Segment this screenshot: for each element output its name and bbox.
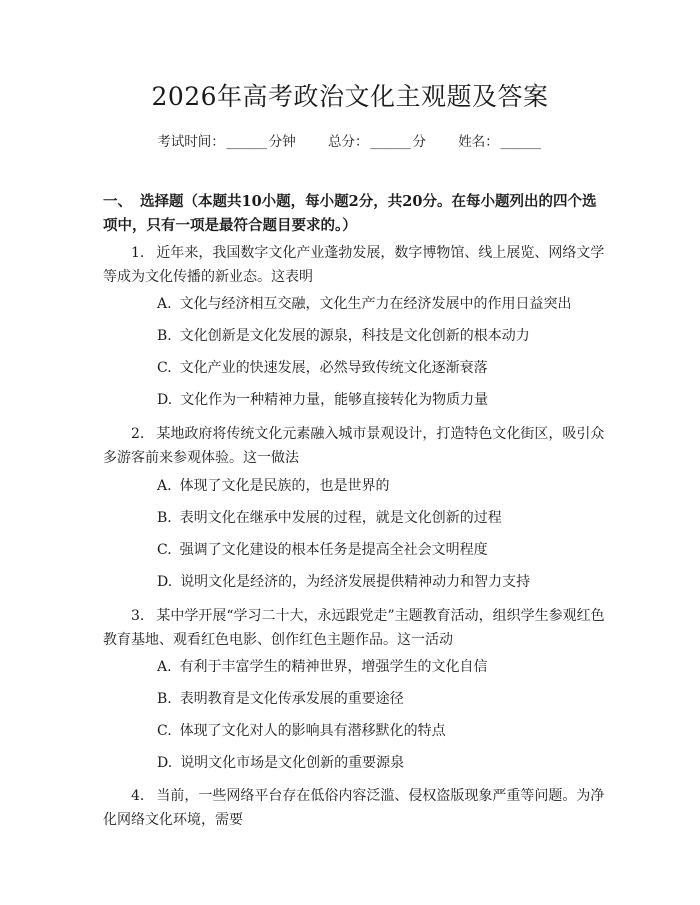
question-text: 某中学开展“学习二十大，永远跟党走”主题教育活动，组织学生参观红色教育基地、观看红色电影、创作红色主题作品。这一活动 <box>103 608 605 648</box>
question-number: 1. <box>131 245 145 261</box>
option-letter: D. <box>157 392 173 408</box>
option-letter: D. <box>157 755 173 771</box>
question-text: 某地政府将传统文化元素融入城市景观设计，打造特色文化街区，吸引众多游客前来参观体验。这一做法 <box>103 426 605 466</box>
time-unit: 分钟 <box>268 134 296 150</box>
score-blank: ______ <box>370 134 411 150</box>
option-c <box>157 358 607 378</box>
option-a <box>157 294 607 314</box>
option-c <box>157 721 607 741</box>
option-text: 文化产业的快速发展，必然导致传统文化逐渐衰落 <box>179 360 488 376</box>
question-stem <box>103 422 608 470</box>
question-stem <box>103 784 608 832</box>
option-letter: A. <box>157 659 172 675</box>
option-text: 说明文化市场是文化创新的重要源泉 <box>180 755 405 771</box>
option-letter: C. <box>157 723 172 739</box>
option-b <box>157 508 607 528</box>
name-field <box>458 134 543 150</box>
section-heading <box>103 190 603 238</box>
option-letter: B. <box>157 510 172 526</box>
option-a <box>157 476 607 496</box>
score-field <box>328 134 426 150</box>
score-label: 总分： <box>328 134 369 150</box>
option-d <box>157 753 607 773</box>
option-a <box>157 657 607 677</box>
section-number: 一、 <box>103 193 132 210</box>
option-text: 表明教育是文化传承发展的重要途径 <box>179 691 404 707</box>
option-d <box>157 572 607 592</box>
option-letter: A. <box>157 478 172 494</box>
option-text: 体现了文化是民族的，也是世界的 <box>179 478 390 494</box>
option-d <box>157 390 607 410</box>
option-letter: C. <box>157 542 172 558</box>
option-text: 文化与经济相互交融，文化生产力在经济发展中的作用日益突出 <box>179 296 572 312</box>
option-text: 有利于丰富学生的精神世界，增强学生的文化自信 <box>179 659 488 675</box>
time-blank: ______ <box>226 134 267 150</box>
exam-meta <box>0 132 700 152</box>
option-c <box>157 540 607 560</box>
time-field <box>157 134 296 150</box>
question-number: 2. <box>131 426 145 442</box>
question-text: 近年来，我国数字文化产业蓬勃发展，数字博物馆、线上展览、网络文学等成为文化传播的新业态。这表明 <box>103 245 605 285</box>
option-text: 表明文化在继承中发展的过程，就是文化创新的过程 <box>179 510 502 526</box>
option-letter: D. <box>157 574 173 590</box>
option-text: 文化作为一种精神力量，能够直接转化为物质力量 <box>180 392 489 408</box>
name-label: 姓名： <box>458 134 499 150</box>
score-unit: 分 <box>412 134 426 150</box>
question-stem <box>103 604 608 652</box>
option-letter: C. <box>157 360 172 376</box>
option-letter: A. <box>157 296 172 312</box>
option-text: 文化创新是文化发展的源泉，科技是文化创新的根本动力 <box>179 328 530 344</box>
time-label: 考试时间： <box>157 134 225 150</box>
option-b <box>157 326 607 346</box>
name-blank: ______ <box>500 134 542 150</box>
question-text: 当前，一些网络平台存在低俗内容泛滥、侵权盗版现象严重等问题。为净化网络文化环境，需要 <box>103 788 605 828</box>
option-text: 说明文化是经济的，为经济发展提供精神动力和智力支持 <box>180 574 531 590</box>
section-text: 选择题（本题共10小题，每小题2分，共20分。在每小题列出的四个选项中，只有一项是最符合题目要求的。） <box>103 193 597 234</box>
page-title: 2026年高考政治文化主观题及答案 <box>151 82 549 111</box>
question-number: 4. <box>131 788 145 804</box>
option-text: 体现了文化对人的影响具有潜移默化的特点 <box>179 723 446 739</box>
option-text: 强调了文化建设的根本任务是提高全社会文明程度 <box>179 542 488 558</box>
option-b <box>157 689 607 709</box>
question-number: 3. <box>131 608 145 624</box>
option-letter: B. <box>157 691 172 707</box>
option-letter: B. <box>157 328 172 344</box>
question-stem <box>103 241 608 289</box>
